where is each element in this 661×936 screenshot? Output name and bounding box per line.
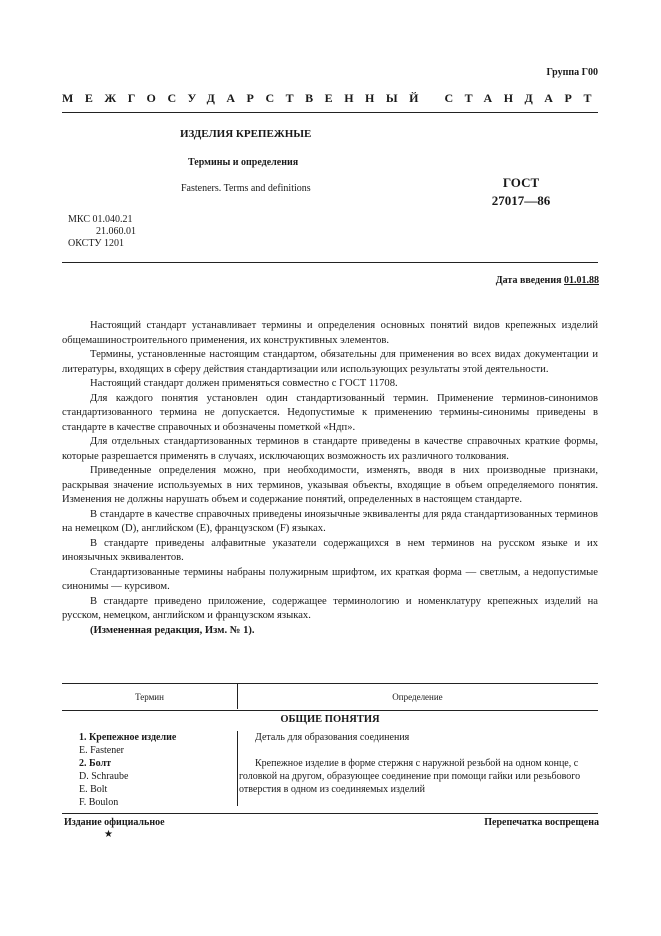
- document-subtitle: Термины и определения: [188, 157, 299, 168]
- paragraph: Термины, установленные настоящим стандартом, обязательны для применения во всех видах документации и литературы, входящих в сферу действия стандартизации или использующих результаты этой деятельности.: [62, 349, 598, 375]
- official-edition: Издание официальное: [64, 817, 165, 828]
- table-header: [62, 683, 598, 711]
- term-definition: Крепежное изделие в форме стержня с наружной резьбой на одном конце, с головкой на другом, образующее соединение при помощи гайки или резьбового отверстия в одном из соединяемых изделий: [239, 758, 581, 795]
- paragraph: Настоящий стандарт должен применяться совместно с ГОСТ 11708.: [90, 378, 398, 389]
- code-oksty: ОКСТУ 1201: [68, 238, 125, 249]
- footer-rule: [62, 813, 598, 814]
- amendment-note: (Измененная редакция, Изм. № 1).: [90, 624, 255, 636]
- preamble: [62, 319, 598, 638]
- paragraph: В стандарте приведено приложение, содержащее терминологию и номенклатуру крепежных изделий на русском, немецком, английском и французском языках.: [62, 595, 598, 621]
- paragraph: Настоящий стандарт устанавливает термины и определения основных понятий видов крепежных изделий общемашиностроительного применения, их конструктивных элементов.: [62, 320, 598, 346]
- gost-label: ГОСТ: [502, 175, 540, 190]
- document-title: ИЗДЕЛИЯ КРЕПЕЖНЫЕ: [180, 128, 312, 140]
- intro-date-label: Дата введения: [495, 275, 562, 286]
- code-mks-1: МКС 01.040.21: [68, 214, 133, 225]
- term-definition: Деталь для образования соединения: [255, 732, 410, 743]
- term-name: 1. Крепежное изделие: [79, 732, 177, 743]
- section-heading: ОБЩИЕ ПОНЯТИЯ: [280, 714, 380, 725]
- gost-number: 27017—86: [491, 193, 551, 208]
- standard-banner: МЕЖГОСУДАРСТВЕННЫЙ СТАНДАРТ: [62, 91, 603, 105]
- paragraph: Для отдельных стандартизованных терминов в стандарте приведены в качестве справочных краткие формы, которые разрешается применять в случаях, исключающих возможность их различного толкования.: [62, 436, 598, 462]
- paragraph: Приведенные определения можно, при необходимости, изменять, вводя в них производные признаки, раскрывая значение используемых в них терминов, указывая объекты, входящие в объем определяемого понятия. Изменения не должны нарушать объем и содержание понятий, определенных в настоящем стандарте.: [62, 465, 598, 505]
- term-equivalent: E. Fastener: [79, 745, 124, 756]
- intro-date-value: 01.01.88: [564, 275, 599, 286]
- paragraph: В стандарте приведены алфавитные указатели содержащихся в нем терминов на русском языке и их иноязычных эквивалентов.: [62, 537, 598, 563]
- term-name: 2. Болт: [79, 758, 112, 769]
- header-rule: [62, 112, 598, 113]
- column-header-term: Термин: [135, 692, 164, 702]
- star-icon: ★: [104, 829, 113, 840]
- paragraph: Для каждого понятия установлен один стандартизованный термин. Применение терминов-синонимов стандартизованного термина не допускается. Недопустимые к применению термины-синонимы приведены в стандарте в качестве справочных и обозначены пометкой «Ндп».: [62, 392, 598, 433]
- group-label: Группа Г00: [546, 67, 598, 78]
- introduction-date: [496, 275, 599, 286]
- code-mks-2: 21.060.01: [96, 226, 136, 237]
- english-title: Fasteners. Terms and definitions: [181, 183, 311, 194]
- paragraph: В стандарте в качестве справочных приведены иноязычные эквиваленты для ряда стандартизованных терминов на немецком (D), английском (E), французском (F) языках.: [62, 508, 598, 534]
- term-equivalent: E. Bolt: [79, 784, 108, 795]
- term-equivalent: D. Schraube: [79, 771, 129, 782]
- gost-designation: [486, 174, 556, 210]
- term-equivalent: F. Boulon: [79, 797, 119, 808]
- paragraph: Стандартизованные термины набраны полужирным шрифтом, их краткая форма — светлым, а недопустимые синонимы — курсивом.: [62, 566, 598, 592]
- table-column-divider: [237, 684, 238, 709]
- codes-rule: [62, 262, 598, 263]
- table-column-divider: [237, 731, 238, 806]
- reprint-prohibited: Перепечатка воспрещена: [484, 817, 599, 828]
- terms-column: [79, 731, 176, 809]
- column-header-definition: Определение: [392, 692, 443, 702]
- definitions-column: [239, 731, 594, 796]
- classification-codes: [68, 214, 136, 250]
